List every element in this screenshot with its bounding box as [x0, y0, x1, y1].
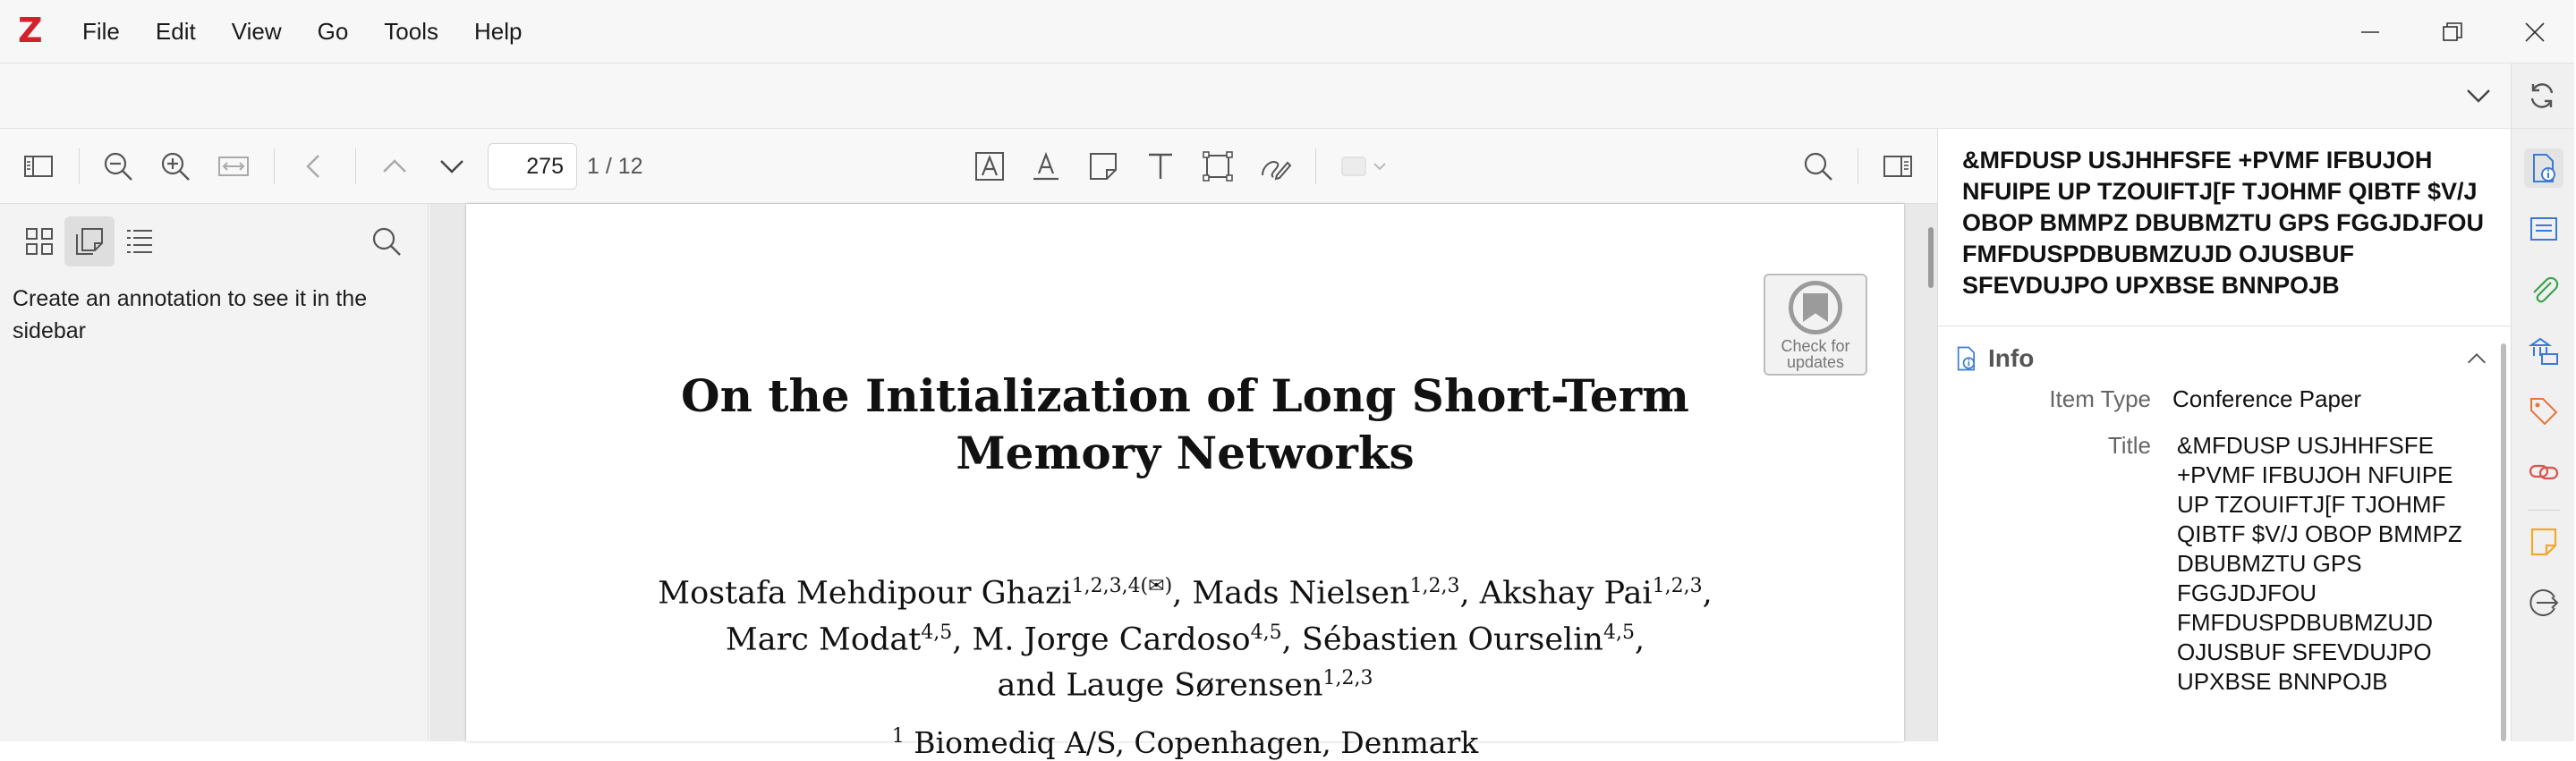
document-scrollbar[interactable] — [1928, 227, 1934, 288]
restore-icon — [2441, 21, 2464, 44]
document-viewer[interactable] — [429, 204, 1937, 760]
highlight-tool[interactable] — [972, 148, 1007, 184]
previous-page-button[interactable] — [377, 148, 412, 184]
text-icon — [1144, 150, 1177, 182]
check-for-updates-badge[interactable] — [1764, 274, 1867, 376]
note-icon — [1087, 150, 1119, 182]
link-icon — [2528, 456, 2560, 488]
tag-icon — [2528, 395, 2560, 427]
color-picker-button[interactable] — [1339, 148, 1396, 184]
chevron-down-icon — [436, 150, 468, 182]
author-line-2: Marc Modat$^{4,5}$, M. Jorge Cardoso$^{4,5}$, Sébastien Ourselin$^{4,5}$, — [725, 621, 1645, 658]
note-icon — [2528, 526, 2560, 558]
outline-tab[interactable] — [115, 216, 165, 266]
fit-width-icon — [217, 150, 250, 182]
text-tool[interactable] — [1143, 148, 1178, 184]
item-pane-sidenav — [2511, 129, 2574, 741]
item-title-header: &MFDUSP USJHHFSFE +PVMF IFBUJOH NFUIPE UP TZOUIFTJ[F TJOHMF QIBTF $V/J OBOP BMMPZ DBUBMZTU GPS FGGJDJFOU FMFDUSPDBUBMZUJD OJUSBUF SFEVDUJPO UPXBSE BNNPOJB — [1962, 147, 2485, 299]
zoom-out-icon — [102, 150, 134, 182]
sidenav-tags[interactable] — [2524, 392, 2563, 431]
field-label-title: Title — [2107, 432, 2151, 459]
pdf-page — [466, 204, 1904, 760]
libraries-icon — [2528, 334, 2560, 367]
chevron-down-icon — [2462, 80, 2495, 112]
abstract-icon — [2528, 213, 2560, 245]
toggle-sidebar-button[interactable] — [21, 148, 56, 184]
chevron-up-icon — [378, 150, 411, 182]
underline-tool[interactable] — [1028, 148, 1064, 184]
field-label-item-type: Item Type — [2049, 385, 2151, 412]
affiliation: $^1$ Biomediq A/S, Copenhagen, Denmark — [891, 725, 1479, 760]
menu-tools[interactable]: Tools — [384, 18, 438, 45]
note-tool[interactable] — [1085, 148, 1121, 184]
thumbnails-icon — [23, 225, 55, 258]
info-section-label: Info — [1988, 344, 2035, 372]
reader-toolbar — [0, 129, 1937, 204]
paper-authors — [466, 567, 1904, 706]
title-bar — [0, 0, 2574, 63]
annotations-sidebar — [0, 204, 429, 741]
info-section-header[interactable] — [1952, 339, 2489, 378]
page-count: 1 / 12 — [587, 154, 643, 179]
zoom-out-button[interactable] — [100, 148, 136, 184]
navigate-back-button[interactable] — [296, 148, 332, 184]
empty-annotations-message: Create an annotation to see it in the sidebar — [13, 286, 368, 343]
item-pane-scrollbar[interactable] — [2501, 343, 2506, 741]
ink-tool[interactable] — [1257, 148, 1293, 184]
menu-view[interactable]: View — [231, 18, 282, 45]
next-page-button[interactable] — [434, 148, 470, 184]
restore-button[interactable] — [2411, 0, 2494, 63]
find-button[interactable] — [1800, 148, 1836, 184]
paperclip-icon — [2528, 274, 2560, 306]
page-number-input[interactable]: 275 — [488, 143, 577, 190]
tab-bar — [0, 63, 2511, 129]
sidenav-notes[interactable] — [2524, 522, 2563, 562]
menu-help[interactable]: Help — [474, 18, 523, 45]
menu-edit[interactable]: Edit — [155, 18, 196, 45]
highlight-icon — [973, 150, 1006, 182]
sync-area — [2511, 63, 2574, 129]
chevron-left-icon — [298, 150, 330, 182]
item-pane — [1937, 129, 2511, 741]
underline-icon — [1030, 150, 1062, 182]
sidenav-libraries-collections[interactable] — [2524, 331, 2563, 370]
color-swatch-icon — [1339, 150, 1396, 182]
minimize-icon — [2359, 21, 2382, 44]
close-button[interactable] — [2494, 0, 2576, 63]
chevron-up-icon[interactable] — [2464, 346, 2489, 371]
tabs-menu-button[interactable] — [2461, 78, 2496, 114]
sync-button[interactable] — [2524, 78, 2560, 114]
field-value-title[interactable]: &MFDUSP USJHHFSFE +PVMF IFBUJOH NFUIPE UP TZOUIFTJ[F TJOHMF QIBTF $V/J OBOP BMMPZ DBUBMZTU GPS FGGJDJFOU FMFDUSPDBUBMZUJD OJUSBUF SFEVDUJPO UPXBSE BNNPOJB — [2177, 432, 2462, 695]
context-pane-icon — [1882, 150, 1914, 182]
locate-icon — [2528, 587, 2560, 619]
info-icon — [1952, 345, 1979, 372]
annotation-icon — [73, 225, 106, 258]
annotation-search-button[interactable] — [361, 216, 412, 266]
author-line-1: Mostafa Mehdipour Ghazi$^{1,2,3,4(✉)}$, Mads Nielsen$^{1,2,3}$, Akshay Pai$^{1,2,3}$, — [658, 575, 1713, 612]
thumbnails-tab[interactable] — [14, 216, 64, 266]
author-line-3: and Lauge Sørensen$^{1,2,3}$ — [997, 667, 1373, 704]
menu-bar — [64, 0, 540, 63]
minimize-button[interactable] — [2329, 0, 2411, 63]
search-icon — [370, 225, 403, 258]
zoom-page-width-button[interactable] — [216, 148, 251, 184]
sidenav-attachments[interactable] — [2524, 270, 2563, 309]
annotations-tab[interactable] — [64, 216, 115, 266]
paper-title: On the Initialization of Long Short-Term Memory Networks — [681, 369, 1689, 479]
sidenav-info[interactable] — [2524, 148, 2563, 188]
info-icon — [2528, 152, 2560, 184]
sidenav-abstract[interactable] — [2524, 209, 2563, 249]
menu-file[interactable]: File — [82, 18, 120, 45]
draw-icon — [1259, 150, 1291, 182]
menu-go[interactable]: Go — [317, 18, 349, 45]
outline-icon — [123, 225, 156, 258]
sidenav-related[interactable] — [2524, 452, 2563, 492]
area-tool[interactable] — [1200, 148, 1236, 184]
search-icon — [1802, 150, 1834, 182]
sync-icon — [2526, 80, 2558, 112]
close-icon — [2523, 21, 2546, 44]
field-value-item-type[interactable]: Conference Paper — [2172, 385, 2362, 412]
sidenav-locate[interactable] — [2524, 583, 2563, 622]
badge-text: Check for updates — [1781, 337, 1850, 371]
zoom-in-icon — [159, 150, 191, 182]
bookmark-icon — [1789, 281, 1842, 334]
zoom-in-button[interactable] — [157, 148, 193, 184]
toggle-context-pane-button[interactable] — [1880, 148, 1916, 184]
select-area-icon — [1202, 150, 1234, 182]
sidebar-toggle-icon — [22, 150, 55, 182]
app-logo: Z — [18, 11, 43, 50]
